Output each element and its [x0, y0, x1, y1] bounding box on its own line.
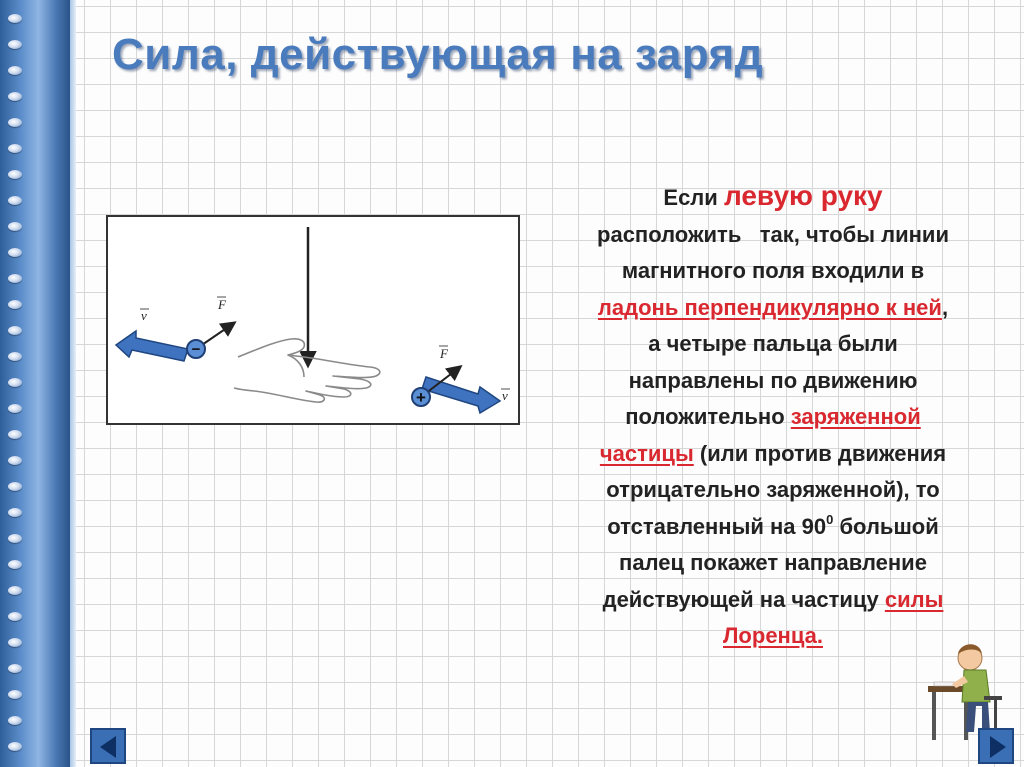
- line-8: [548, 436, 998, 473]
- line-10: [548, 509, 998, 546]
- spiral-ring: [8, 690, 22, 699]
- spiral-ring: [8, 612, 22, 621]
- force-label-left: F: [218, 297, 226, 312]
- spiral-ring: [8, 40, 22, 49]
- spiral-ring: [8, 742, 22, 751]
- spiral-ring: [8, 560, 22, 569]
- force-label-right: F: [440, 346, 448, 361]
- spiral-ring: [8, 638, 22, 647]
- positive-charge-group: [412, 346, 510, 413]
- line-5: а четыре пальца были: [648, 331, 898, 356]
- line-12-pre: действующей на частицу: [602, 586, 879, 612]
- notebook-spine-edge: [70, 0, 76, 767]
- spiral-ring: [8, 170, 22, 179]
- spiral-ring: [8, 118, 22, 127]
- spiral-ring: [8, 430, 22, 439]
- negative-charge-group: [116, 297, 234, 361]
- triangle-left-icon: [100, 736, 116, 758]
- particle-word: частицы: [599, 440, 694, 466]
- line-3: магнитного поля входили в: [621, 258, 925, 283]
- spiral-ring: [8, 352, 22, 361]
- line-2: расположить так, чтобы линии: [597, 221, 949, 247]
- left-hand-rule-diagram: [108, 217, 518, 423]
- intro-word: Если: [663, 185, 718, 210]
- degree-superscript: 0: [826, 511, 834, 527]
- spiral-ring: [8, 482, 22, 491]
- left-hand-phrase: левую руку: [723, 180, 883, 211]
- line-12: [548, 582, 998, 619]
- line-10-post: большой: [833, 513, 939, 539]
- rule-explanation: [548, 178, 998, 655]
- triangle-right-icon: [990, 736, 1006, 758]
- previous-slide-button[interactable]: [90, 728, 126, 764]
- slide-title: Сила, действующая на заряд: [112, 30, 764, 79]
- line-1: [548, 178, 998, 217]
- plus-sign: +: [416, 388, 426, 407]
- velocity-label-right: v: [502, 388, 508, 403]
- spiral-ring: [8, 534, 22, 543]
- line-8-rest: (или против движения: [699, 440, 947, 466]
- line-10-pre: отставленный на 90: [607, 513, 827, 539]
- line-7: [548, 399, 998, 436]
- spiral-ring: [8, 274, 22, 283]
- spiral-ring: [8, 586, 22, 595]
- left-hand-rule-figure: [106, 215, 520, 425]
- spiral-ring: [8, 456, 22, 465]
- spiral-ring: [8, 144, 22, 153]
- lorentz-word: Лоренца.: [723, 623, 823, 648]
- spiral-ring: [8, 222, 22, 231]
- next-slide-button[interactable]: [978, 728, 1014, 764]
- spiral-ring: [8, 196, 22, 205]
- spiral-ring: [8, 404, 22, 413]
- palm-perpendicular-phrase: ладонь перпендикулярно к ней: [597, 294, 942, 320]
- forces-word: силы: [884, 586, 944, 612]
- line-4: [548, 290, 998, 327]
- spiral-ring: [8, 326, 22, 335]
- spiral-ring: [8, 300, 22, 309]
- velocity-label-left: v: [141, 308, 147, 323]
- charged-word: заряженной: [790, 404, 921, 429]
- line-6: направлены по движению: [628, 367, 918, 393]
- spiral-ring: [8, 92, 22, 101]
- spiral-ring: [8, 66, 22, 75]
- minus-sign: −: [191, 341, 201, 358]
- line-11: палец покажет направление: [619, 550, 927, 575]
- spiral-ring: [8, 14, 22, 23]
- spiral-ring: [8, 716, 22, 725]
- spiral-ring: [8, 508, 22, 517]
- spiral-ring: [8, 248, 22, 257]
- spiral-ring: [8, 664, 22, 673]
- spiral-ring: [8, 378, 22, 387]
- line-9: отрицательно заряженной), то: [606, 477, 940, 502]
- comma: ,: [941, 294, 949, 320]
- positively-word: положительно: [625, 404, 785, 429]
